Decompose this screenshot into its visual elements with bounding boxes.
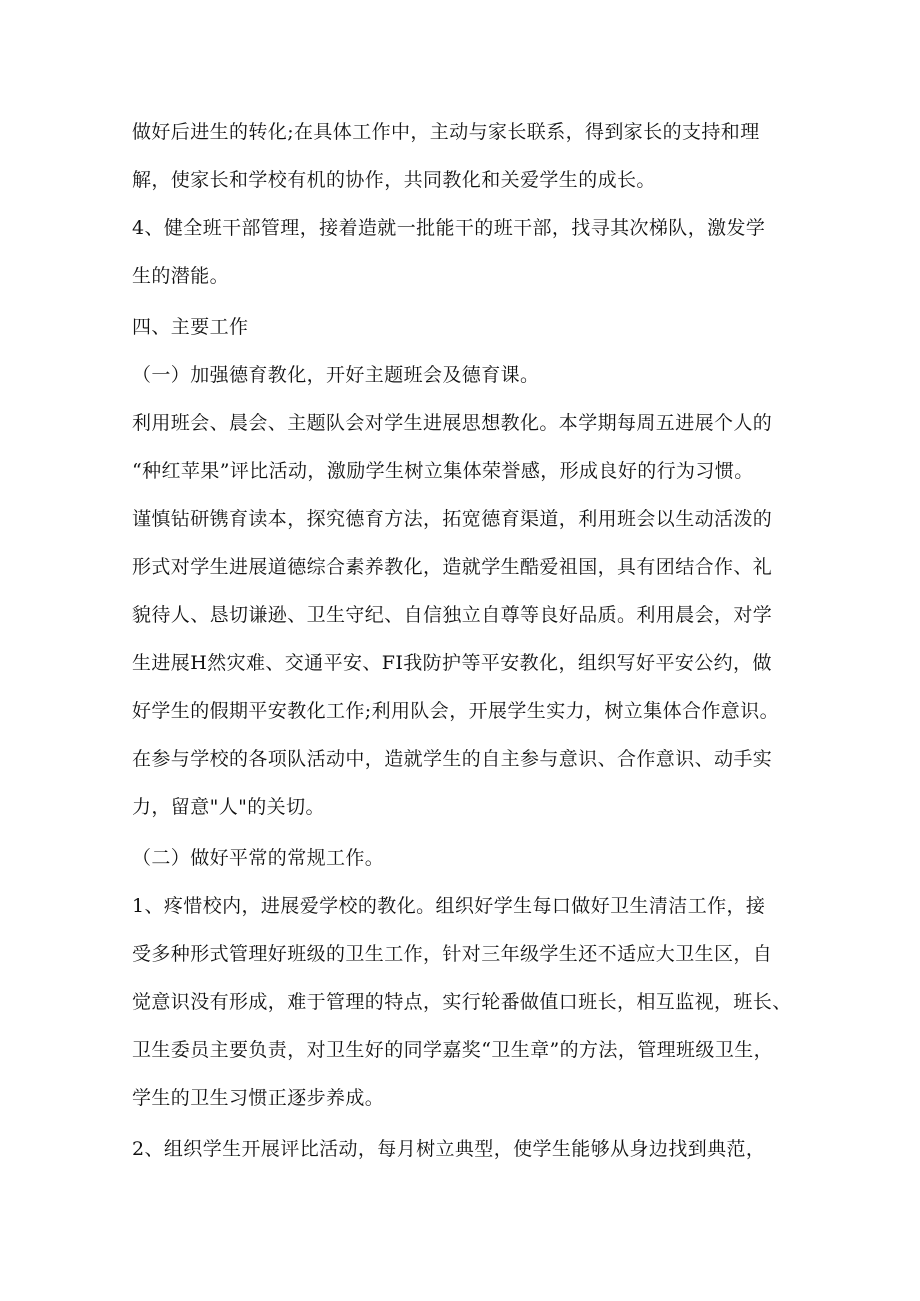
text-line: 觉意识没有形成，难于管理的特点，实行轮番做值口班长，相互监视，班长、 — [132, 991, 792, 1013]
text-line: 力，留意"人"的关切。 — [132, 796, 325, 818]
text-line: 形式对学生进展道德综合素养教化，造就学生酷爱祖国，具有团结合作、礼 — [132, 556, 773, 578]
subsection-heading: （一）加强德育教化，开好主题班会及德育课。 — [132, 364, 540, 386]
text-line: 生进展H然灾难、交通平安、FI我防护等平安教化，组织写好平安公约，做 — [132, 652, 772, 674]
subsection-heading: （二）做好平常的常规工作。 — [132, 847, 385, 869]
section-heading: 四、主要工作 — [132, 316, 249, 338]
text-line: 解，使家长和学校有机的协作，共同教化和关爱学生的成长。 — [132, 169, 656, 191]
text-line: 在参与学校的各项队活动中，造就学生的自主参与意识、合作意识、动手实 — [132, 748, 773, 770]
text-line: “种红苹果”评比活动，激励学生树立集体荣誉感，形成良好的行为习惯。 — [132, 460, 754, 482]
text-line: 做好后进生的转化;在具体工作中，主动与家长联系，得到家长的支持和理 — [132, 121, 760, 143]
text-line: 学生的卫生习惯正逐步养成。 — [132, 1087, 385, 1109]
text-line: 1、疼惜校内，进展爱学校的教化。组织好学生每口做好卫生清洁工作，接 — [132, 895, 766, 917]
text-line: 卫生委员主要负责，对卫生好的同学嘉奖“卫生章”的方法，管理班级卫生， — [132, 1039, 774, 1061]
text-line: 受多种形式管理好班级的卫生工作，针对三年级学生还不适应大卫生区，自 — [132, 943, 773, 965]
text-line: 生的潜能。 — [132, 265, 230, 287]
text-line: 利用班会、晨会、主题队会对学生进展思想教化。本学期每周五进展个人的 — [132, 412, 773, 434]
text-line: 貌待人、恳切谦逊、卫生守纪、自信独立自尊等良好品质。利用晨会，对学 — [132, 604, 773, 626]
text-line: 4、健全班干部管理，接着造就一批能干的班干部，找寻其次梯队，激发学 — [132, 217, 766, 239]
text-line: 好学生的假期平安教化工作;利用队会，开展学生实力，树立集体合作意识。 — [132, 700, 780, 722]
text-line: 2、组织学生开展评比活动，每月树立典型，使学生能够从身边找到典范， — [132, 1138, 766, 1160]
text-line: 谨慎钻研镌育读本，探究德育方法，拓宽德育渠道，利用班会以生动活泼的 — [132, 508, 773, 530]
